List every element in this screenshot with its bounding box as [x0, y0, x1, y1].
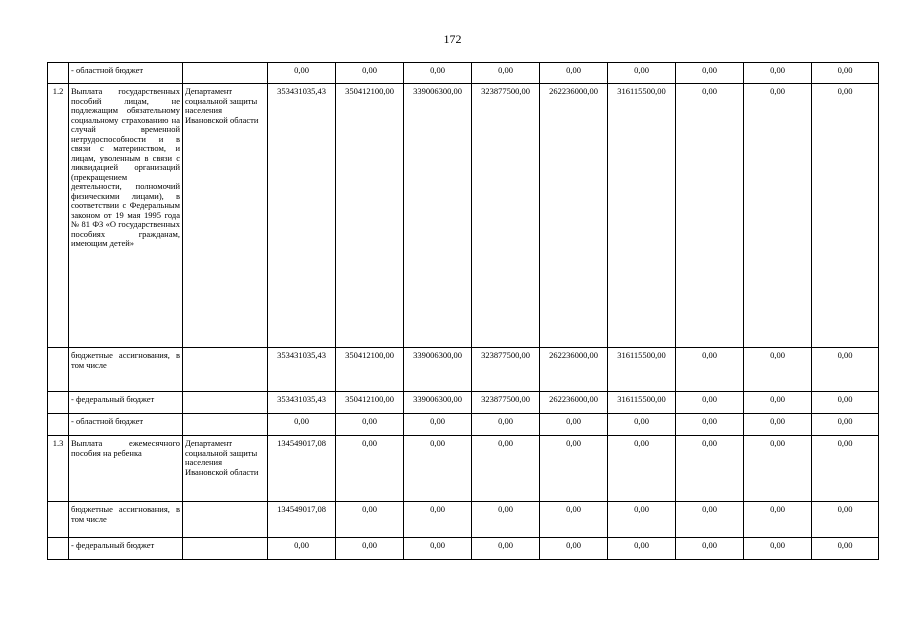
row-label-cell: - федеральный бюджет [69, 538, 183, 560]
amount-cell: 0,00 [744, 538, 812, 560]
amount-cell: 0,00 [404, 436, 472, 502]
row-label-cell: Выплата государственных пособий лицам, не подлежащим обязательному социальному страхованию на случай временной нетрудоспособности и в связи с материнством, и лицам, уволенным в связи с ликвидацией организаций (прекращением деятельности, полномочий физическими лицами), в соответствии с Федеральным законом от 19 мая 1995 года № 81 ФЗ «О государственных пособиях гражданам, имеющим детей» [69, 84, 183, 348]
amount-cell: 316115500,00 [608, 392, 676, 414]
amount-cell: 0,00 [268, 63, 336, 84]
amount-cell: 0,00 [676, 84, 744, 348]
amount-cell: 0,00 [744, 348, 812, 392]
amount-cell: 0,00 [744, 414, 812, 436]
amount-cell: 0,00 [744, 84, 812, 348]
amount-cell: 134549017,08 [268, 502, 336, 538]
amount-cell: 134549017,08 [268, 436, 336, 502]
amount-cell: 0,00 [676, 436, 744, 502]
amount-cell: 0,00 [744, 392, 812, 414]
amount-cell: 0,00 [336, 436, 404, 502]
amount-cell: 0,00 [812, 348, 879, 392]
table-row [48, 538, 879, 560]
amount-cell: 0,00 [268, 414, 336, 436]
amount-cell: 0,00 [608, 502, 676, 538]
row-label-cell: бюджетные ассигнования, в том числе [69, 502, 183, 538]
row-index-cell: 1.2 [48, 84, 69, 348]
row-index-cell [48, 414, 69, 436]
amount-cell: 0,00 [472, 502, 540, 538]
amount-cell: 0,00 [812, 84, 879, 348]
row-index-cell: 1.3 [48, 436, 69, 502]
amount-cell: 0,00 [812, 538, 879, 560]
amount-cell: 0,00 [744, 63, 812, 84]
amount-cell: 353431035,43 [268, 84, 336, 348]
amount-cell: 0,00 [676, 392, 744, 414]
amount-cell: 0,00 [608, 436, 676, 502]
amount-cell: 262236000,00 [540, 84, 608, 348]
table-row [48, 63, 879, 84]
amount-cell: 0,00 [268, 538, 336, 560]
amount-cell: 0,00 [404, 63, 472, 84]
amount-cell: 0,00 [336, 63, 404, 84]
amount-cell: 353431035,43 [268, 348, 336, 392]
department-cell [183, 63, 268, 84]
budget-table [47, 62, 879, 560]
amount-cell: 0,00 [676, 414, 744, 436]
amount-cell: 0,00 [676, 502, 744, 538]
table-row [48, 436, 879, 502]
row-label-cell: - федеральный бюджет [69, 392, 183, 414]
amount-cell: 0,00 [676, 348, 744, 392]
table-row [48, 348, 879, 392]
amount-cell: 323877500,00 [472, 392, 540, 414]
amount-cell: 0,00 [472, 414, 540, 436]
amount-cell: 0,00 [472, 436, 540, 502]
amount-cell: 0,00 [336, 414, 404, 436]
amount-cell: 0,00 [540, 502, 608, 538]
amount-cell: 0,00 [540, 436, 608, 502]
amount-cell: 0,00 [540, 414, 608, 436]
amount-cell: 316115500,00 [608, 84, 676, 348]
department-cell [183, 392, 268, 414]
amount-cell: 0,00 [812, 414, 879, 436]
amount-cell: 0,00 [540, 63, 608, 84]
row-index-cell [48, 348, 69, 392]
department-cell [183, 538, 268, 560]
amount-cell: 0,00 [404, 414, 472, 436]
amount-cell: 0,00 [812, 502, 879, 538]
row-label-cell: Выплата ежемесячного пособия на ребенка [69, 436, 183, 502]
department-cell [183, 502, 268, 538]
amount-cell: 0,00 [472, 538, 540, 560]
amount-cell: 0,00 [608, 538, 676, 560]
amount-cell: 0,00 [404, 502, 472, 538]
amount-cell: 339006300,00 [404, 392, 472, 414]
amount-cell: 262236000,00 [540, 348, 608, 392]
amount-cell: 323877500,00 [472, 348, 540, 392]
amount-cell: 0,00 [744, 502, 812, 538]
amount-cell: 0,00 [676, 538, 744, 560]
row-label-cell: - областной бюджет [69, 63, 183, 84]
amount-cell: 0,00 [812, 436, 879, 502]
table-row [48, 84, 879, 348]
row-label-cell: - областной бюджет [69, 414, 183, 436]
amount-cell: 0,00 [540, 538, 608, 560]
table-row [48, 414, 879, 436]
amount-cell: 350412100,00 [336, 84, 404, 348]
amount-cell: 323877500,00 [472, 84, 540, 348]
table-row [48, 502, 879, 538]
budget-table-body [48, 63, 879, 560]
amount-cell: 0,00 [336, 538, 404, 560]
row-label-cell: бюджетные ассигнования, в том числе [69, 348, 183, 392]
department-cell [183, 348, 268, 392]
department-cell [183, 414, 268, 436]
amount-cell: 339006300,00 [404, 348, 472, 392]
amount-cell: 0,00 [336, 502, 404, 538]
amount-cell: 339006300,00 [404, 84, 472, 348]
amount-cell: 350412100,00 [336, 348, 404, 392]
amount-cell: 0,00 [744, 436, 812, 502]
amount-cell: 353431035,43 [268, 392, 336, 414]
amount-cell: 0,00 [812, 63, 879, 84]
row-index-cell [48, 392, 69, 414]
department-cell: Департамент социальной защиты населения Ивановской области [183, 84, 268, 348]
amount-cell: 0,00 [608, 63, 676, 84]
amount-cell: 350412100,00 [336, 392, 404, 414]
row-index-cell [48, 63, 69, 84]
amount-cell: 0,00 [404, 538, 472, 560]
table-row [48, 392, 879, 414]
department-cell: Департамент социальной защиты населения Ивановской области [183, 436, 268, 502]
amount-cell: 316115500,00 [608, 348, 676, 392]
amount-cell: 0,00 [812, 392, 879, 414]
amount-cell: 0,00 [676, 63, 744, 84]
amount-cell: 0,00 [608, 414, 676, 436]
row-index-cell [48, 538, 69, 560]
page-number: 172 [443, 32, 462, 46]
row-index-cell [48, 502, 69, 538]
amount-cell: 262236000,00 [540, 392, 608, 414]
amount-cell: 0,00 [472, 63, 540, 84]
